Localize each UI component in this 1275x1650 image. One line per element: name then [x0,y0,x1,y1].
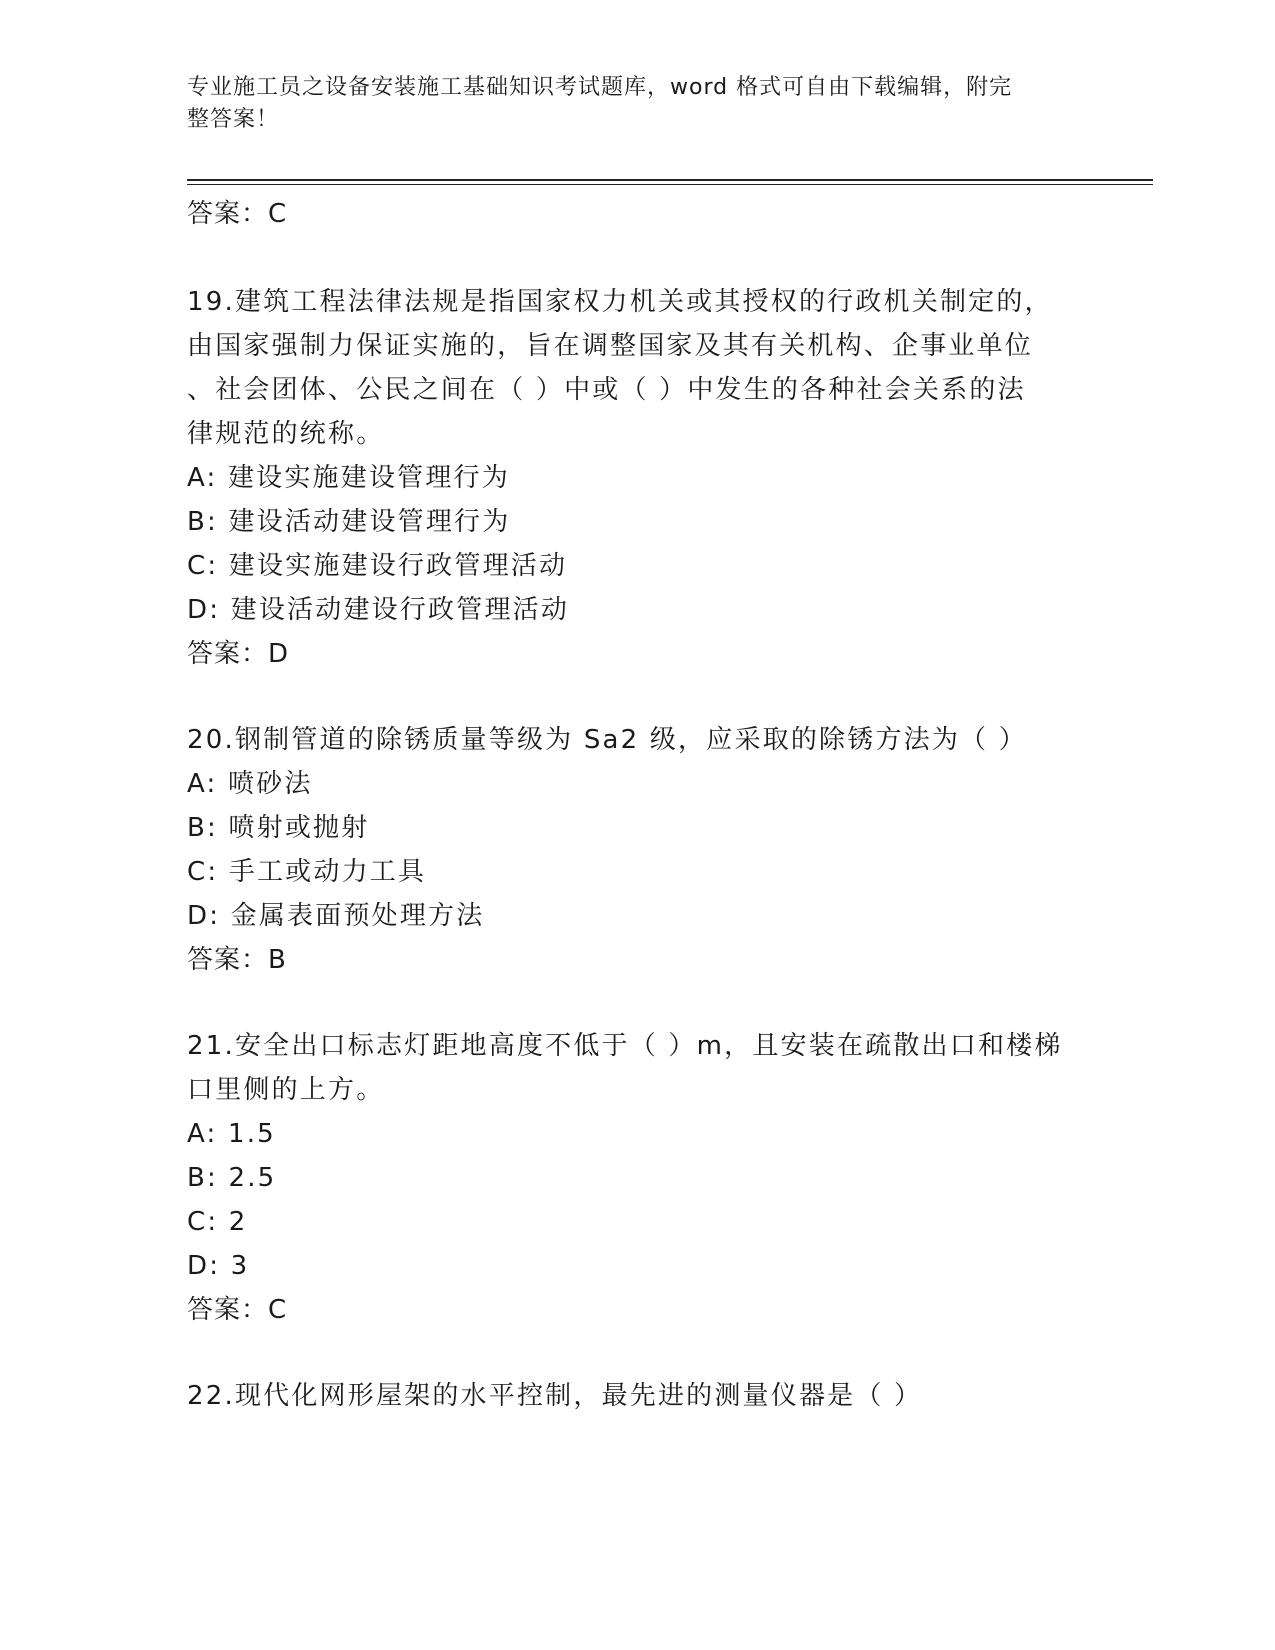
question-19-option-d: D: 建设活动建设行政管理活动 [187,595,570,625]
question-21-option-b: B: 2.5 [187,1163,277,1193]
header-rule-thin [187,184,1153,185]
question-21-answer: 答案：C [187,1295,288,1325]
question-20-answer: 答案：B [187,945,287,975]
question-20-option-b: B: 喷射或抛射 [187,813,370,843]
header-rule-thick [187,179,1153,181]
question-19-line-1: 19.建筑工程法律法规是指国家权力机关或其授权的行政机关制定的， [187,287,1053,317]
question-21-line-2: 口里侧的上方。 [187,1075,385,1105]
question-19-line-4: 律规范的统称。 [187,419,385,449]
question-19-option-b: B: 建设活动建设管理行为 [187,507,511,537]
question-20-line-1: 20.钢制管道的除锈质量等级为 Sa2 级，应采取的除锈方法为（ ） [187,725,1027,755]
question-21-option-a: A: 1.5 [187,1119,276,1149]
question-21-line-1: 21.安全出口标志灯距地高度不低于（ ）m，且安装在疏散出口和楼梯 [187,1031,1063,1061]
header-line-2: 整答案！ [187,107,280,132]
question-22-line-1: 22.现代化网形屋架的水平控制，最先进的测量仪器是（ ） [187,1381,923,1411]
question-21-option-c: C: 2 [187,1207,248,1237]
question-20-option-c: C: 手工或动力工具 [187,857,427,887]
document-header [187,72,1067,136]
question-19-option-c: C: 建设实施建设行政管理活动 [187,551,568,581]
question-20-option-a: A: 喷砂法 [187,769,313,799]
previous-answer: 答案：C [187,199,288,229]
question-21-option-d: D: 3 [187,1251,250,1281]
question-19-option-a: A: 建设实施建设管理行为 [187,463,510,493]
question-19-line-3: 、社会团体、公民之间在（ ）中或（ ）中发生的各种社会关系的法 [187,375,1026,405]
question-20-option-d: D: 金属表面预处理方法 [187,901,485,931]
header-line-1: 专业施工员之设备安装施工基础知识考试题库，word 格式可自由下载编辑，附完 [187,75,1013,100]
question-19-answer: 答案：D [187,639,290,669]
question-19-line-2: 由国家强制力保证实施的，旨在调整国家及其有关机构、企事业单位 [187,331,1034,361]
